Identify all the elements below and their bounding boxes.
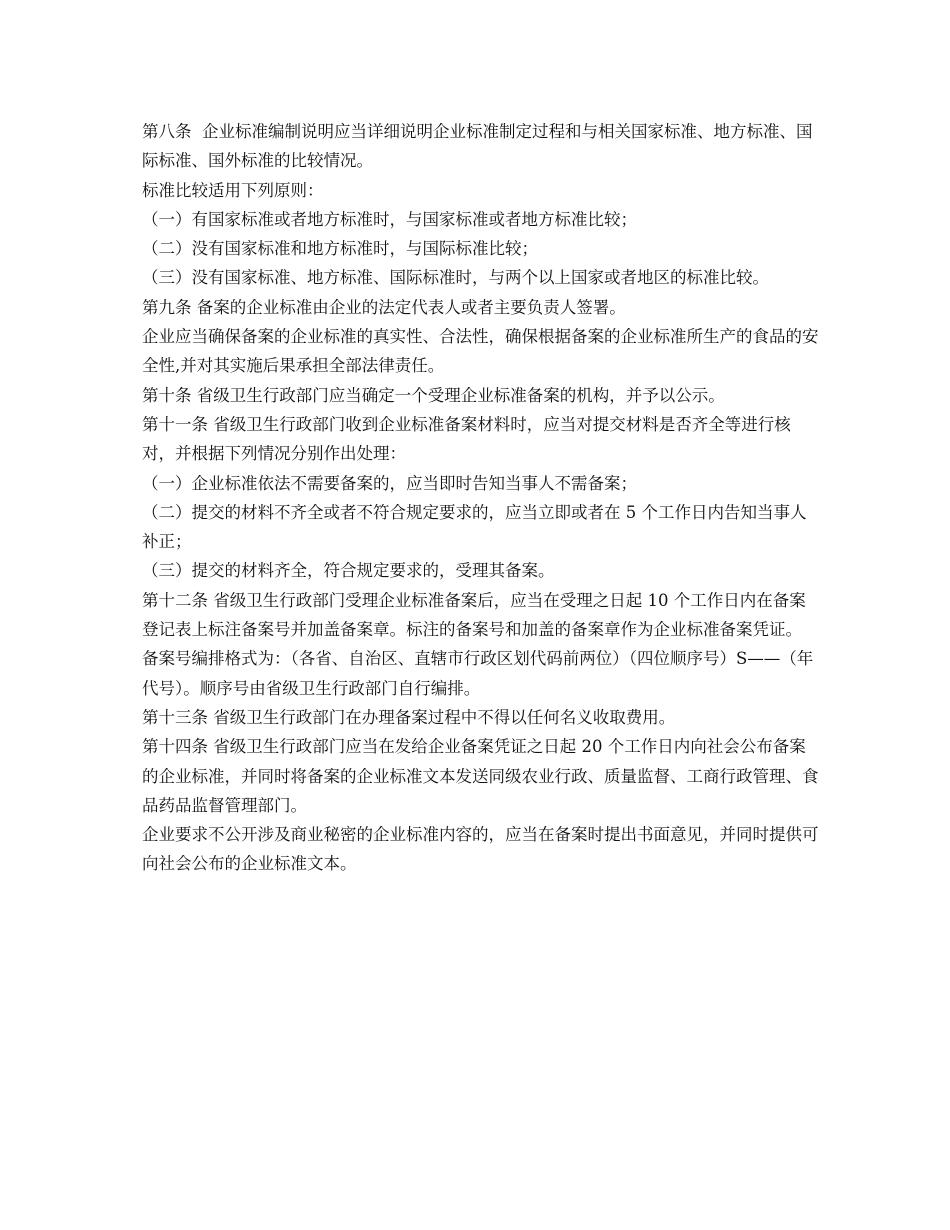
article-10-paragraph: 第十条 省级卫生行政部门应当确定一个受理企业标准备案的机构，并予以公示。	[142, 385, 725, 405]
principle-item-3: （三）没有国家标准、地方标准、国际标准时，与两个以上国家或者地区的标准比较。	[142, 268, 769, 288]
enterprise-responsibility-paragraph: 企业应当确保备案的企业标准的真实性、合法性，确保根据备案的企业标准所生产的食品的安全性,并对其实施后果承担全部法律责任。	[142, 327, 819, 376]
trade-secret-paragraph: 企业要求不公开涉及商业秘密的企业标准内容的，应当在备案时提出书面意见，并同时提供可向社会公布的企业标准文本。	[142, 825, 819, 874]
comparison-principles-paragraph: 标准比较适用下列原则：	[142, 180, 324, 200]
handling-item-3: （三）提交的材料齐全，符合规定要求的，受理其备案。	[142, 561, 555, 581]
article-9-paragraph: 第九条 备案的企业标准由企业的法定代表人或者主要负责人签署。	[142, 297, 626, 317]
article-13-paragraph: 第十三条 省级卫生行政部门在办理备案过程中不得以任何名义收取费用。	[142, 707, 676, 727]
filing-number-format-paragraph: 备案号编排格式为：（各省、自治区、直辖市行政区划代码前两位）（四位顺序号）S——（年代号）。顺序号由省级卫生行政部门自行编排。	[142, 649, 814, 698]
article-11-paragraph: 第十一条 省级卫生行政部门收到企业标准备案材料时，应当对提交材料是否齐全等进行核对，并根据下列情况分别作出处理：	[142, 414, 791, 464]
principle-item-1: （一）有国家标准或者地方标准时，与国家标准或者地方标准比较；	[142, 209, 637, 229]
article-12-paragraph: 第十二条 省级卫生行政部门受理企业标准备案后，应当在受理之日起 10 个工作日内在备案登记表上标注备案号并加盖备案章。标注的备案号和加盖的备案章作为企业标准备案凭证。	[142, 590, 806, 640]
document-body	[142, 117, 822, 879]
article-14-paragraph: 第十四条 省级卫生行政部门应当在发给企业备案凭证之日起 20 个工作日内向社会公布备案的企业标准，并同时将备案的企业标准文本发送同级农业行政、质量监督、工商行政管理、食品药品监督管理部门。	[142, 737, 819, 815]
handling-item-2: （二）提交的材料不齐全或者不符合规定要求的，应当立即或者在 5 个工作日内告知当事人补正；	[142, 502, 807, 552]
article-8-paragraph: 第八条 企业标准编制说明应当详细说明企业标准制定过程和与相关国家标准、地方标准、国际标准、国外标准的比较情况。	[142, 122, 813, 171]
principle-item-2: （二）没有国家标准和地方标准时，与国际标准比较；	[142, 239, 538, 259]
handling-item-1: （一）企业标准依法不需要备案的，应当即时告知当事人不需备案；	[142, 473, 637, 493]
